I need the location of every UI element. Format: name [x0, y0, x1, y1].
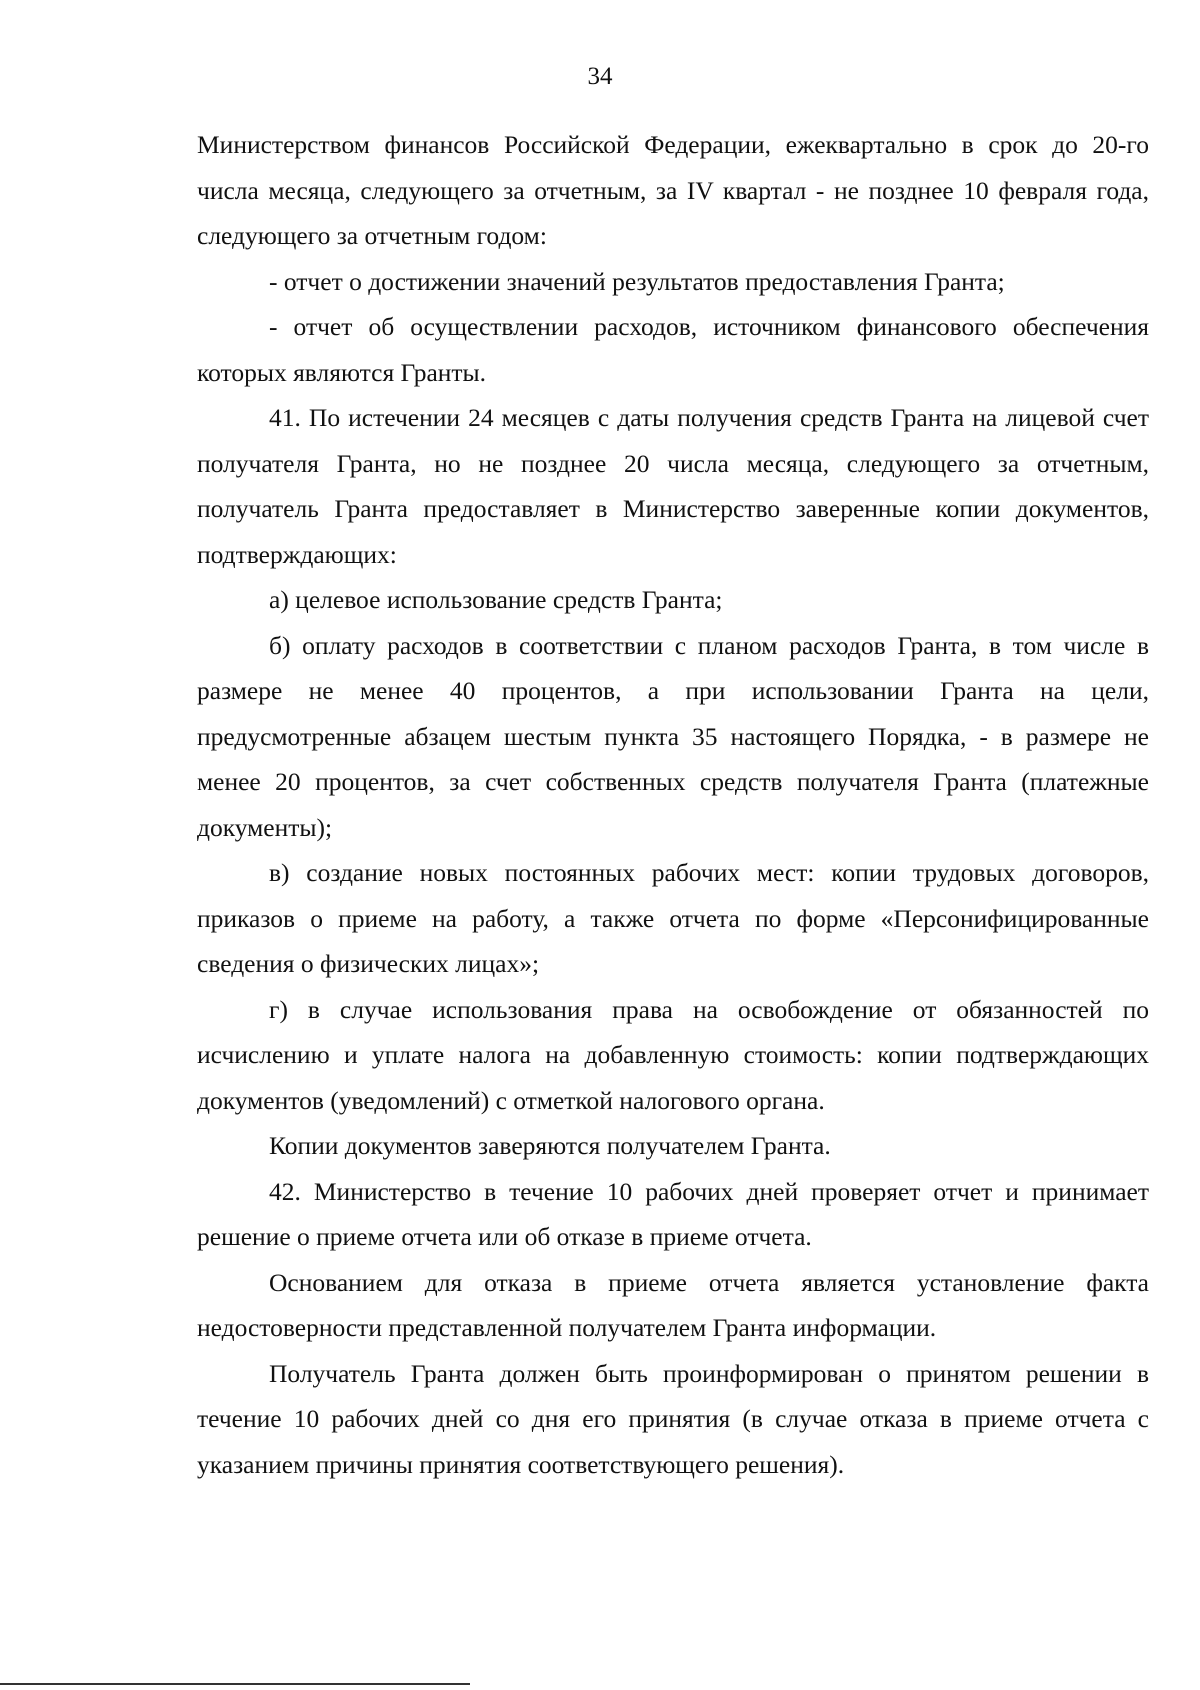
page-number: 34	[587, 63, 613, 90]
paragraph-item-g: г) в случае использования права на освобождение от обязанностей по исчислению и уплате налога на добавленную стоимость: копии подтверждающих документов (уведомлений) с отметкой налогового органа.	[197, 994, 1149, 1115]
paragraph-reporting-deadline: Министерством финансов Российской Федерации, ежеквартально в срок до 20-го числа месяца, следующего за отчетным, за IV квартал - не позднее 10 февраля года, следующего за отчетным годом:	[197, 130, 1149, 250]
paragraph-clause-41: 41. По истечении 24 месяцев с даты получения средств Гранта на лицевой счет получателя Гранта, но не позднее 20 числа месяца, следующего за отчетным, получатель Гранта предоставляет в Министерство заверенные копии документов, подтверждающих:	[197, 403, 1149, 569]
paragraph-item-a: а) целевое использование средств Гранта;	[269, 585, 723, 614]
paragraph-refusal-grounds: Основанием для отказа в приеме отчета является установление факта недостоверности представленной получателем Гранта информации.	[197, 1267, 1149, 1342]
bottom-rule	[0, 1683, 470, 1685]
paragraph-copies-certified: Копии документов заверяются получателем Гранта.	[269, 1131, 831, 1160]
paragraph-item-b: б) оплату расходов в соответствии с планом расходов Гранта, в том числе в размере не менее 40 процентов, а при использовании Гранта на цели, предусмотренные абзацем шестым пункта 35 настоящего Порядка, - в размере не менее 20 процентов, за счет собственных средств получателя Гранта (платежные документы);	[197, 630, 1149, 842]
document-body	[197, 122, 1149, 1487]
paragraph-report-expenses: - отчет об осуществлении расходов, источником финансового обеспечения которых являются Гранты.	[197, 312, 1149, 387]
paragraph-notification: Получатель Гранта должен быть проинформирован о принятом решении в течение 10 рабочих дней со дня его принятия (в случае отказа в приеме отчета с указанием причины принятия соответствующего решения).	[197, 1358, 1149, 1479]
paragraph-report-results: - отчет о достижении значений результатов предоставления Гранта;	[269, 266, 1005, 296]
paragraph-clause-42: 42. Министерство в течение 10 рабочих дней проверяет отчет и принимает решение о приеме отчета или об отказе в приеме отчета.	[197, 1176, 1149, 1251]
paragraph-item-v: в) создание новых постоянных рабочих мест: копии трудовых договоров, приказов о приеме на работу, а также отчета по форме «Персонифицированные сведения о физических лицах»;	[197, 858, 1149, 978]
